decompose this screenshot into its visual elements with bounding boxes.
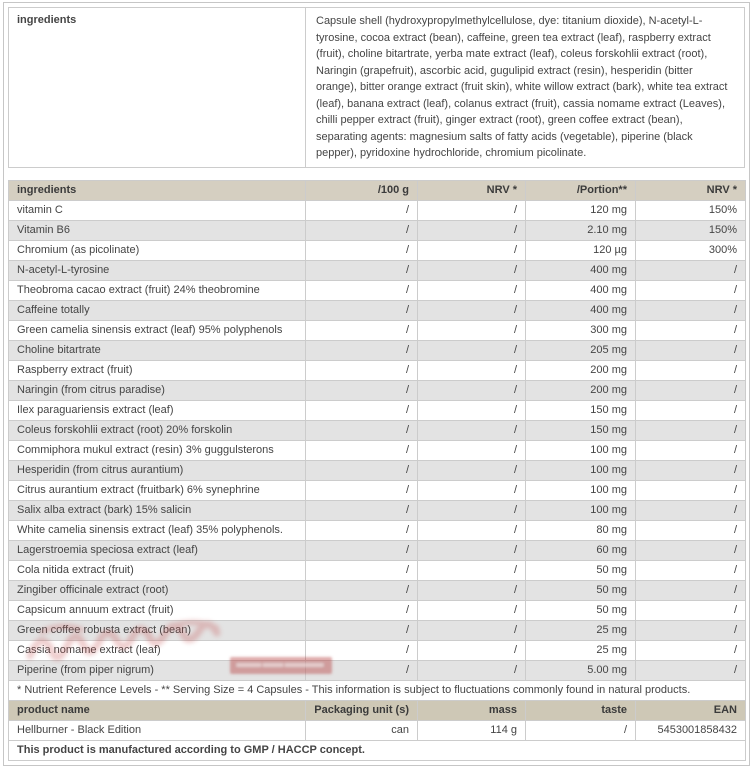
value-nrv1: /	[418, 300, 526, 320]
value-nrv1: /	[418, 440, 526, 460]
value-nrv2: /	[636, 280, 746, 300]
ingredient-name: Choline bitartrate	[9, 340, 306, 360]
ingredient-name: Capsicum annuum extract (fruit)	[9, 600, 306, 620]
value-portion: 120 µg	[526, 240, 636, 260]
value-100g: /	[306, 200, 418, 220]
value-100g: /	[306, 320, 418, 340]
value-100g: /	[306, 660, 418, 680]
col-per-portion: /Portion**	[526, 180, 636, 200]
table-row	[9, 200, 746, 220]
footnote-text: * Nutrient Reference Levels - ** Serving Size = 4 Capsules - This information is subject to fluctuations commonly found in natural products.	[9, 680, 746, 700]
mass-value: 114 g	[418, 720, 526, 740]
value-nrv2: /	[636, 600, 746, 620]
table-row	[9, 440, 746, 460]
table-row	[9, 320, 746, 340]
value-nrv1: /	[418, 620, 526, 640]
table-row	[9, 8, 745, 168]
value-100g: /	[306, 600, 418, 620]
ingredient-name: Vitamin B6	[9, 220, 306, 240]
table-row	[9, 660, 746, 680]
value-portion: 60 mg	[526, 540, 636, 560]
value-nrv1: /	[418, 640, 526, 660]
table-row	[9, 500, 746, 520]
value-100g: /	[306, 540, 418, 560]
value-nrv2: /	[636, 460, 746, 480]
table-row	[9, 300, 746, 320]
col-product-name: product name	[9, 700, 306, 720]
product-name: Hellburner - Black Edition	[9, 720, 306, 740]
value-nrv2: /	[636, 420, 746, 440]
value-nrv2: 150%	[636, 220, 746, 240]
product-row	[9, 720, 746, 740]
nutrition-header-row	[9, 180, 746, 200]
value-100g: /	[306, 440, 418, 460]
ingredient-name: Zingiber officinale extract (root)	[9, 580, 306, 600]
value-nrv2: /	[636, 400, 746, 420]
footnote-row	[9, 680, 746, 700]
value-nrv1: /	[418, 380, 526, 400]
table-row	[9, 480, 746, 500]
value-nrv1: /	[418, 360, 526, 380]
table-row	[9, 380, 746, 400]
value-100g: /	[306, 460, 418, 480]
col-mass: mass	[418, 700, 526, 720]
value-100g: /	[306, 640, 418, 660]
value-nrv2: /	[636, 340, 746, 360]
value-nrv1: /	[418, 500, 526, 520]
col-nrv-1: NRV *	[418, 180, 526, 200]
value-100g: /	[306, 360, 418, 380]
value-nrv2: /	[636, 540, 746, 560]
ean-value: 5453001858432	[636, 720, 746, 740]
value-nrv1: /	[418, 240, 526, 260]
value-nrv2: /	[636, 660, 746, 680]
table-row	[9, 560, 746, 580]
col-ean: EAN	[636, 700, 746, 720]
ingredient-name: Caffeine totally	[9, 300, 306, 320]
value-portion: 400 mg	[526, 280, 636, 300]
table-row	[9, 220, 746, 240]
value-nrv1: /	[418, 420, 526, 440]
value-nrv1: /	[418, 540, 526, 560]
value-nrv2: /	[636, 580, 746, 600]
value-nrv1: /	[418, 320, 526, 340]
table-row	[9, 540, 746, 560]
value-nrv2: 300%	[636, 240, 746, 260]
ingredient-name: Salix alba extract (bark) 15% salicin	[9, 500, 306, 520]
ingredient-name: Coleus forskohlii extract (root) 20% forskolin	[9, 420, 306, 440]
value-100g: /	[306, 280, 418, 300]
ingredient-name: Piperine (from piper nigrum)	[9, 660, 306, 680]
ingredient-name: Green coffee robusta extract (bean)	[9, 620, 306, 640]
value-portion: 150 mg	[526, 400, 636, 420]
value-nrv1: /	[418, 560, 526, 580]
value-portion: 100 mg	[526, 460, 636, 480]
value-portion: 5.00 mg	[526, 660, 636, 680]
ingredients-block	[8, 7, 745, 168]
ingredient-name: Green camelia sinensis extract (leaf) 95% polyphenols	[9, 320, 306, 340]
value-portion: 25 mg	[526, 620, 636, 640]
ingredient-name: White camelia sinensis extract (leaf) 35% polyphenols.	[9, 520, 306, 540]
gmp-row	[9, 740, 746, 760]
value-100g: /	[306, 260, 418, 280]
table-row	[9, 580, 746, 600]
value-100g: /	[306, 220, 418, 240]
table-row	[9, 260, 746, 280]
product-data-sheet	[3, 2, 750, 766]
value-nrv2: /	[636, 380, 746, 400]
value-nrv2: /	[636, 640, 746, 660]
value-100g: /	[306, 420, 418, 440]
value-nrv2: /	[636, 560, 746, 580]
value-portion: 100 mg	[526, 500, 636, 520]
table-row	[9, 640, 746, 660]
gmp-statement: This product is manufactured according to GMP / HACCP concept.	[9, 740, 746, 760]
value-nrv1: /	[418, 220, 526, 240]
value-100g: /	[306, 340, 418, 360]
value-portion: 50 mg	[526, 600, 636, 620]
value-nrv1: /	[418, 460, 526, 480]
value-portion: 200 mg	[526, 380, 636, 400]
value-portion: 50 mg	[526, 580, 636, 600]
table-row	[9, 360, 746, 380]
value-nrv2: /	[636, 480, 746, 500]
col-taste: taste	[526, 700, 636, 720]
value-100g: /	[306, 560, 418, 580]
ingredient-name: Naringin (from citrus paradise)	[9, 380, 306, 400]
value-100g: /	[306, 240, 418, 260]
packaging-unit-value: can	[306, 720, 418, 740]
table-row	[9, 280, 746, 300]
value-nrv2: /	[636, 620, 746, 640]
table-row	[9, 340, 746, 360]
value-portion: 2.10 mg	[526, 220, 636, 240]
ingredient-name: Cola nitida extract (fruit)	[9, 560, 306, 580]
value-nrv1: /	[418, 280, 526, 300]
taste-value: /	[526, 720, 636, 740]
ingredient-name: Cassia nomame extract (leaf)	[9, 640, 306, 660]
value-portion: 200 mg	[526, 360, 636, 380]
value-nrv2: /	[636, 520, 746, 540]
table-row	[9, 460, 746, 480]
value-nrv1: /	[418, 520, 526, 540]
value-portion: 205 mg	[526, 340, 636, 360]
table-row	[9, 400, 746, 420]
value-100g: /	[306, 580, 418, 600]
nutrition-table	[8, 180, 746, 701]
value-nrv2: /	[636, 320, 746, 340]
ingredient-name: N-acetyl-L-tyrosine	[9, 260, 306, 280]
value-portion: 300 mg	[526, 320, 636, 340]
value-100g: /	[306, 620, 418, 640]
col-nrv-2: NRV *	[636, 180, 746, 200]
product-table	[8, 700, 746, 761]
value-100g: /	[306, 300, 418, 320]
value-portion: 80 mg	[526, 520, 636, 540]
value-nrv1: /	[418, 480, 526, 500]
value-nrv2: /	[636, 260, 746, 280]
value-portion: 400 mg	[526, 260, 636, 280]
value-100g: /	[306, 480, 418, 500]
value-nrv1: /	[418, 340, 526, 360]
value-nrv1: /	[418, 400, 526, 420]
value-100g: /	[306, 500, 418, 520]
ingredients-label: ingredients	[9, 8, 306, 168]
ingredient-name: vitamin C	[9, 200, 306, 220]
table-row	[9, 240, 746, 260]
value-portion: 100 mg	[526, 440, 636, 460]
col-ingredients: ingredients	[9, 180, 306, 200]
value-portion: 120 mg	[526, 200, 636, 220]
value-nrv1: /	[418, 260, 526, 280]
ingredient-name: Chromium (as picolinate)	[9, 240, 306, 260]
value-nrv2: 150%	[636, 200, 746, 220]
table-row	[9, 600, 746, 620]
ingredient-name: Ilex paraguariensis extract (leaf)	[9, 400, 306, 420]
value-portion: 50 mg	[526, 560, 636, 580]
value-portion: 400 mg	[526, 300, 636, 320]
col-packaging-unit: Packaging unit (s)	[306, 700, 418, 720]
ingredient-name: Commiphora mukul extract (resin) 3% guggulsterons	[9, 440, 306, 460]
ingredient-name: Citrus aurantium extract (fruitbark) 6% synephrine	[9, 480, 306, 500]
value-nrv1: /	[418, 660, 526, 680]
ingredients-text: Capsule shell (hydroxypropylmethylcellulose, dye: titanium dioxide), N-acetyl-L-tyrosine, cocoa extract (bean), caffeine, green tea extract (leaf), raspberry extract (fruit), choline bitartrate, yerba mate extract (leaf), coleus forskohlii extract (root), Naringin (grapefruit), ascorbic acid, gugulipid extract (resin), hesperidin (bitter orange), bitter orange extract (fruit skin), white willow extract (bark), white tea extract (leaf), banana extract (leaf), colanus extract (fruit), cassia nomame extract (Leaves), chilli pepper extract (fruit), ginger extract (root), green coffee extract (bean), separating agents: magnesium salts of fatty acids (vegetable), piperine (black pepper), pyridoxine hydrochloride, chromium picolinate.	[306, 8, 745, 168]
value-100g: /	[306, 520, 418, 540]
ingredient-name: Theobroma cacao extract (fruit) 24% theobromine	[9, 280, 306, 300]
ingredient-name: Raspberry extract (fruit)	[9, 360, 306, 380]
product-header-row	[9, 700, 746, 720]
value-portion: 25 mg	[526, 640, 636, 660]
table-row	[9, 620, 746, 640]
value-portion: 150 mg	[526, 420, 636, 440]
table-row	[9, 420, 746, 440]
value-nrv1: /	[418, 200, 526, 220]
value-100g: /	[306, 380, 418, 400]
value-nrv1: /	[418, 580, 526, 600]
value-nrv1: /	[418, 600, 526, 620]
value-nrv2: /	[636, 300, 746, 320]
value-nrv2: /	[636, 360, 746, 380]
ingredient-name: Hesperidin (from citrus aurantium)	[9, 460, 306, 480]
ingredient-name: Lagerstroemia speciosa extract (leaf)	[9, 540, 306, 560]
table-row	[9, 520, 746, 540]
value-portion: 100 mg	[526, 480, 636, 500]
col-per-100g: /100 g	[306, 180, 418, 200]
value-100g: /	[306, 400, 418, 420]
value-nrv2: /	[636, 440, 746, 460]
value-nrv2: /	[636, 500, 746, 520]
